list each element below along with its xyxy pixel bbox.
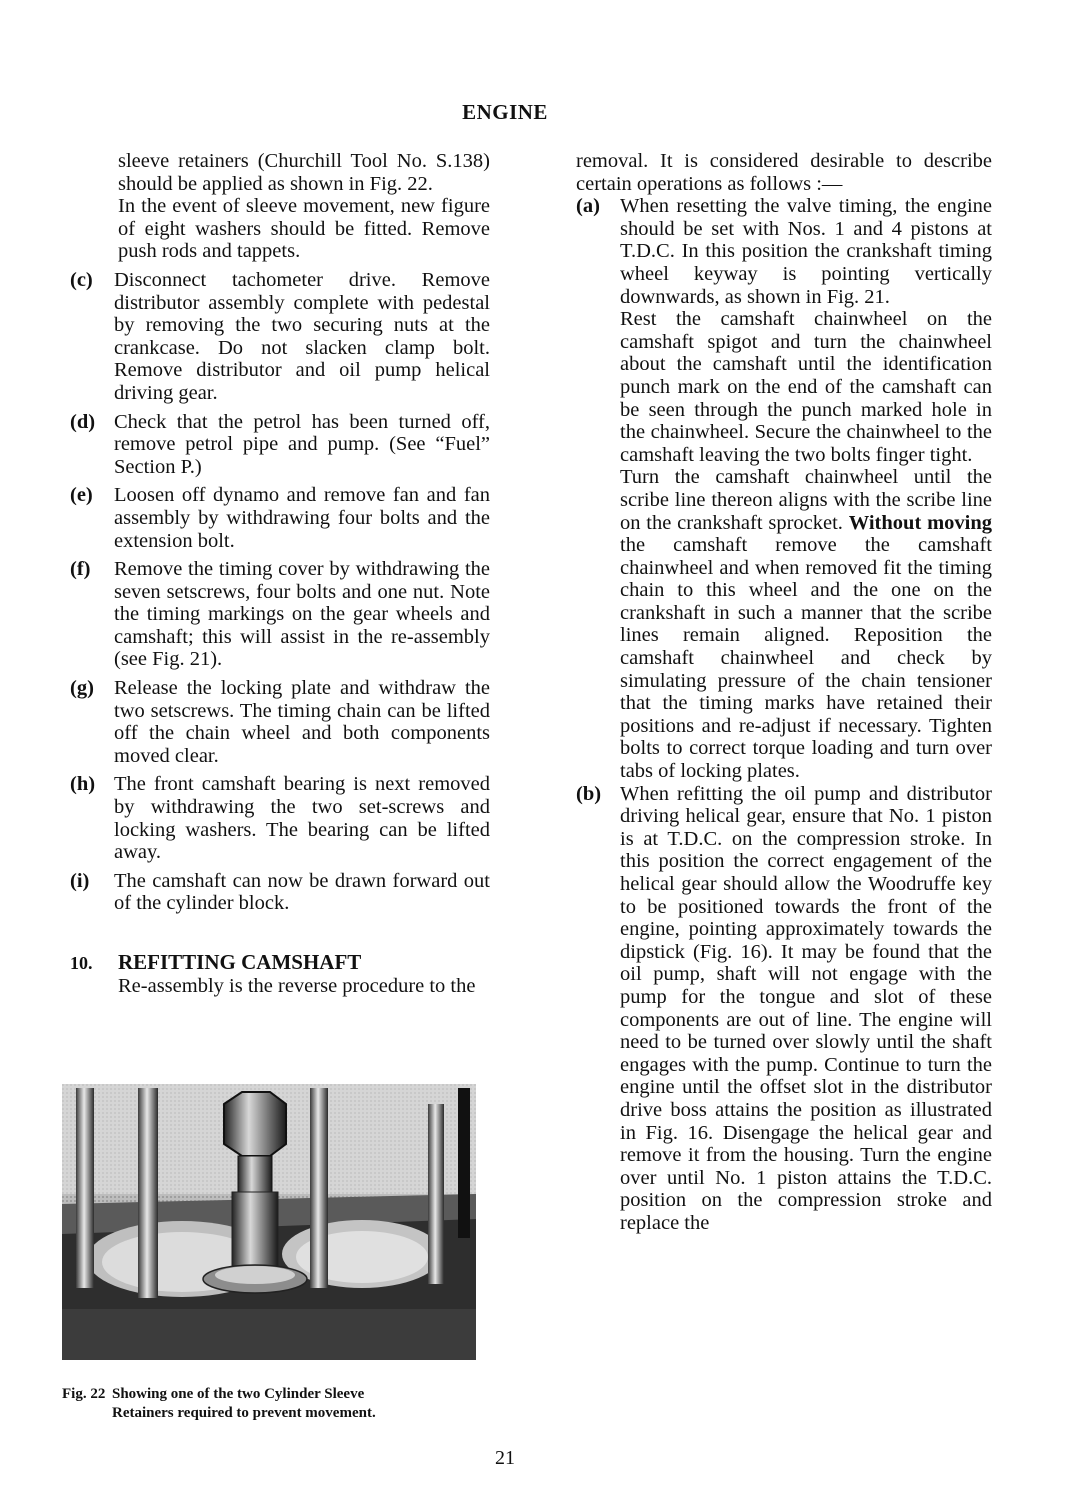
caption-line-1: Showing one of the two Cylinder Sleeve [112,1386,365,1402]
list-item [70,558,490,671]
list-item [70,269,490,405]
item-text: Release the locking plate and withdraw the two setscrews. The timing chain can be lifted off the chain wheel and both components moved clear. [114,677,490,767]
item-text: Disconnect tachometer drive. Remove distributor assembly complete with pedestal by removing the two securing nuts at the crankcase. Do not slacken clamp bolt. Remove distributor and oil pump helical driving gear. [114,268,490,404]
item-text: The front camshaft bearing is next removed by withdrawing the two set-screws and locking washers. The bearing can be lifted away. [114,773,490,864]
intro-paragraph-1: sleeve retainers (Churchill Tool No. S.138) should be applied as shown in Fig. 22. [118,150,490,195]
figure-caption [62,1385,482,1423]
list-item [70,870,490,915]
section-number: 10. [70,953,93,973]
figure-label: Fig. 22 [62,1386,106,1402]
list-item [70,677,490,767]
list-item [576,783,992,1235]
item-a-p3-start: Turn the camshaft chainwheel until the scribe line thereon aligns with the scribe line on the crankshaft sprocket. [620,466,992,534]
item-label: (f) [70,558,91,581]
item-label: (e) [70,484,93,507]
item-text: Check that the petrol has been turned off, remove petrol pipe and pump. (See “Fuel” Section P.) [114,410,490,478]
item-label: (b) [576,782,602,805]
item-label: (d) [70,410,96,433]
item-a-paragraph-1: When resetting the valve timing, the engine should be set with Nos. 1 and 4 pistons at T.D.C. In this position the crankshaft timing wheel keyway is pointing vertically downwards, as shown in Fig. 21. [620,195,992,308]
page-header: ENGINE [462,100,548,124]
item-label: (a) [576,195,600,218]
list-item [70,484,490,552]
list-item [70,773,490,863]
right-intro: removal. It is considered desirable to describe certain operations as follows :— [576,150,992,195]
item-text: Remove the timing cover by withdrawing the seven setscrews, four bolts and one nut. Note the timing markings on the gear wheels and camshaft; this will assist in the re-assembly (see Fig. 21). [114,558,490,671]
right-column [576,150,992,1235]
intro-paragraph-2: In the event of sleeve movement, new figure of eight washers should be fitted. Remove push rods and tappets. [118,195,490,263]
item-label: (i) [70,869,90,892]
item-b-text: When refitting the oil pump and distributor driving helical gear, ensure that No. 1 piston is at T.D.C. on the compression stroke. In this position the correct engagement of the helical gear should allow the Woodruffe key to be positioned towards the front of the engine, pointing approximately towards the dipstick (Fig. 16). It may be found that the oil pump, shaft will not engage with the pump for the tongue and slot of these components are out of line. The engine will need to be turned over slowly until the shaft engages with the pump. Continue to turn the engine until the offset slot in the distributor drive boss attains the position as illustrated in Fig. 16. Disengage the helical gear and remove it from the housing. Turn the engine over until No. 1 piston attains the T.D.C. position on the compression stroke and replace the [620,782,992,1234]
left-column [70,150,490,997]
item-a-paragraph-2: Rest the camshaft chainwheel on the camshaft spigot and turn the chainwheel about the camshaft until the identification punch mark on the end of the camshaft can be seen through the punch marked hole in the chainwheel. Secure the chainwheel to the camshaft leaving the two bolts finger tight. [620,308,992,466]
item-a-p3-end: the camshaft remove the camshaft chainwheel and when removed fit the timing chain to this wheel and the one on the crankshaft in such a manner that the scribe lines remain aligned. Reposition the camshaft chainwheel and check by simulating pressure of the chain tensioner that the timing marks have retained their positions and re-adjust if necessary. Tighten bolts to correct torque loading and turn over tabs of locking plates. [620,534,992,783]
item-label: (h) [70,773,96,796]
item-a-paragraph-3 [620,466,992,782]
figure-photo [62,1084,476,1360]
section-text: Re-assembly is the reverse procedure to the [118,974,476,997]
section-title: REFITTING CAMSHAFT [118,950,362,974]
item-text: The camshaft can now be drawn forward out of the cylinder block. [114,869,490,915]
list-item [70,411,490,479]
section-heading [70,951,490,975]
page-number: 21 [495,1447,515,1469]
item-label: (g) [70,677,94,700]
caption-line-2: Retainers required to prevent movement. [112,1405,376,1421]
item-label: (c) [70,268,93,291]
item-a-p3-emphasis: Without moving [848,511,992,534]
list-item [576,195,992,782]
item-text: Loosen off dynamo and remove fan and fan assembly by withdrawing four bolts and the extension bolt. [114,484,490,552]
cylinder-sleeve-retainer-photo [62,1084,476,1360]
